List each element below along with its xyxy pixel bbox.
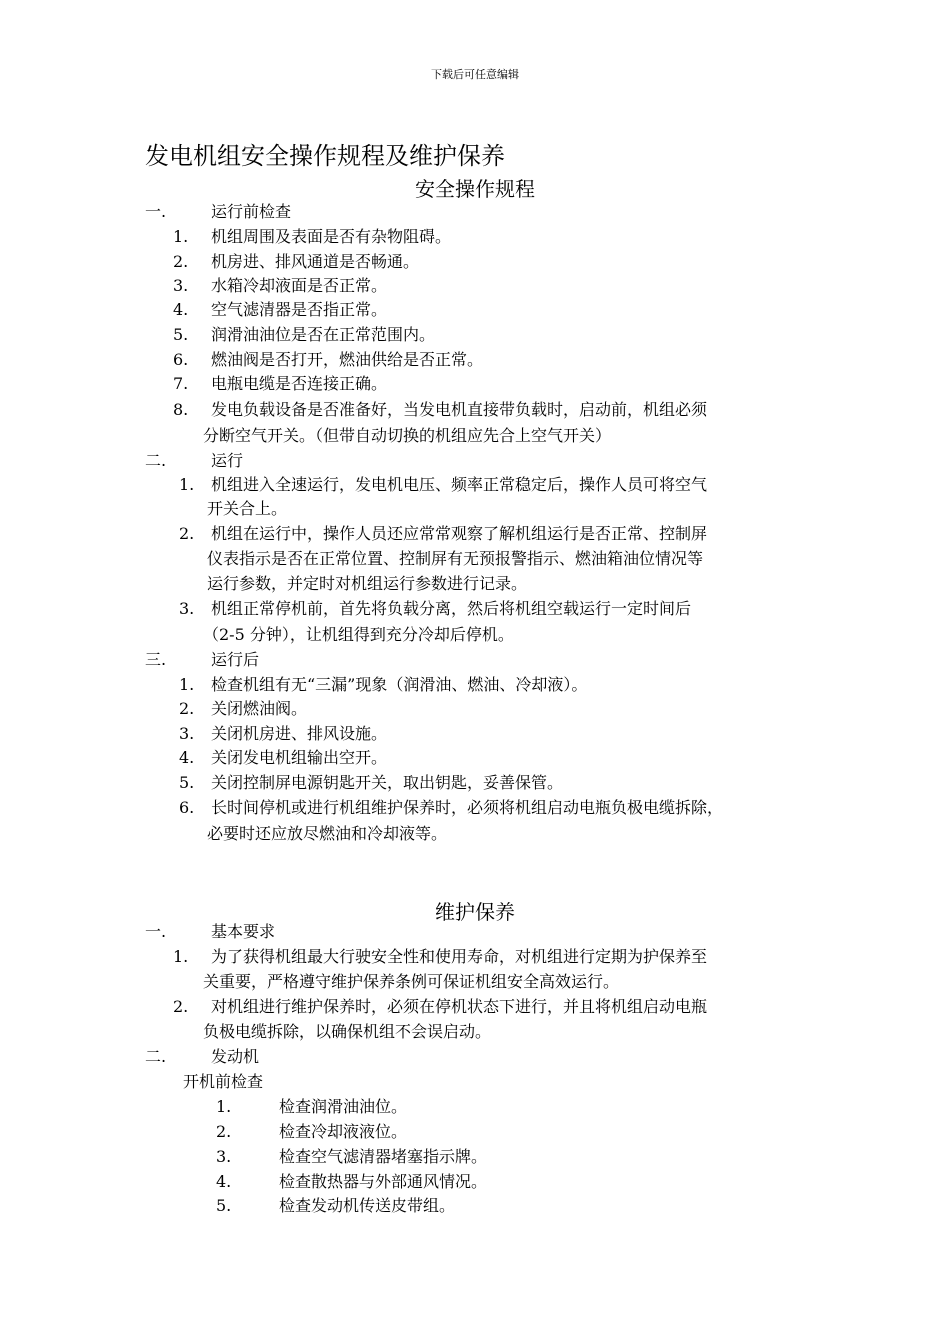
item-text: 水箱冷却液面是否正常。 — [211, 276, 388, 295]
item-continuation: 分断空气开关。（但带自动切换的机组应先合上空气开关） — [203, 426, 612, 445]
item-text: 检查润滑油油位。 — [279, 1097, 408, 1116]
item-number: 1. — [173, 227, 189, 246]
item-text: 长时间停机或进行机组维护保养时，必须将机组启动电瓶负极电缆拆除， — [211, 798, 724, 817]
item-number: 7. — [173, 374, 189, 393]
document-title: 发电机组安全操作规程及维护保养 — [145, 142, 505, 170]
item-text: 检查散热器与外部通风情况。 — [279, 1172, 488, 1191]
part-number: 一. — [145, 922, 167, 941]
item-continuation: 负极电缆拆除，以确保机组不会误启动。 — [203, 1022, 492, 1041]
item-number: 5. — [179, 773, 195, 792]
part-title: 发动机 — [211, 1047, 260, 1066]
item-continuation: （2-5 分钟），让机组得到充分冷却后停机。 — [203, 625, 514, 644]
item-continuation: 运行参数，并定时对机组运行参数进行记录。 — [207, 574, 528, 593]
part-number: 三. — [145, 650, 167, 669]
part-number: 二. — [145, 1047, 167, 1066]
part-title: 运行前检查 — [211, 202, 292, 221]
item-continuation: 关重要，严格遵守维护保养条例可保证机组安全高效运行。 — [203, 972, 620, 991]
item-text: 机房进、排风通道是否畅通。 — [211, 252, 420, 271]
subsection-title: 开机前检查 — [183, 1072, 264, 1091]
item-text: 润滑油油位是否在正常范围内。 — [211, 325, 436, 344]
item-number: 2. — [179, 699, 195, 718]
item-text: 关闭机房进、排风设施。 — [211, 724, 388, 743]
item-text: 空气滤清器是否指正常。 — [211, 300, 388, 319]
item-number: 4. — [216, 1172, 232, 1191]
item-text: 检查冷却液液位。 — [279, 1122, 408, 1141]
item-number: 6. — [173, 350, 189, 369]
item-text: 检查发动机传送皮带组。 — [279, 1196, 456, 1215]
item-text: 检查空气滤清器堵塞指示牌。 — [279, 1147, 488, 1166]
item-text: 关闭发电机组输出空开。 — [211, 748, 388, 767]
item-number: 4. — [173, 300, 189, 319]
item-text: 机组周围及表面是否有杂物阻碍。 — [211, 227, 452, 246]
item-number: 2. — [173, 997, 189, 1016]
item-number: 4. — [179, 748, 195, 767]
item-number: 3. — [216, 1147, 232, 1166]
item-number: 6. — [179, 798, 195, 817]
item-text: 关闭控制屏电源钥匙开关，取出钥匙，妥善保管。 — [211, 773, 564, 792]
item-text: 机组在运行中，操作人员还应常常观察了解机组运行是否正常、控制屏 — [211, 524, 708, 543]
item-continuation: 仪表指示是否在正常位置、控制屏有无预报警指示、燃油箱油位情况等 — [207, 549, 704, 568]
part-title: 基本要求 — [211, 922, 276, 941]
item-text: 电瓶电缆是否连接正确。 — [211, 374, 388, 393]
item-number: 2. — [173, 252, 189, 271]
item-number: 1. — [216, 1097, 232, 1116]
item-number: 1. — [179, 675, 195, 694]
item-number: 5. — [216, 1196, 232, 1215]
item-text: 检查机组有无“三漏”现象（润滑油、燃油、冷却液）。 — [211, 675, 588, 694]
item-number: 2. — [216, 1122, 232, 1141]
item-text: 对机组进行维护保养时，必须在停机状态下进行，并且将机组启动电瓶 — [211, 997, 708, 1016]
item-number: 3. — [179, 724, 195, 743]
item-text: 关闭燃油阀。 — [211, 699, 308, 718]
item-number: 3. — [179, 599, 195, 618]
item-text: 燃油阀是否打开，燃油供给是否正常。 — [211, 350, 484, 369]
page-header: 下载后可任意编辑 — [431, 68, 519, 81]
item-text: 机组正常停机前，首先将负载分离，然后将机组空载运行一定时间后 — [211, 599, 692, 618]
part-number: 一. — [145, 202, 167, 221]
item-text: 为了获得机组最大行驶安全性和使用寿命，对机组进行定期为护保养至 — [211, 947, 708, 966]
item-text: 机组进入全速运行，发电机电压、频率正常稳定后，操作人员可将空气 — [211, 475, 708, 494]
item-number: 1. — [173, 947, 189, 966]
part-title: 运行后 — [211, 650, 260, 669]
part-number: 二. — [145, 451, 167, 470]
item-number: 8. — [173, 400, 189, 419]
item-continuation: 开关合上。 — [207, 499, 288, 518]
part-title: 运行 — [211, 451, 244, 470]
section-heading-maintenance: 维护保养 — [435, 900, 515, 924]
item-continuation: 必要时还应放尽燃油和冷却液等。 — [207, 824, 448, 843]
item-number: 5. — [173, 325, 189, 344]
item-number: 1. — [179, 475, 195, 494]
item-number: 3. — [173, 276, 189, 295]
section-heading-safety: 安全操作规程 — [415, 177, 535, 201]
item-text: 发电负载设备是否准备好，当发电机直接带负载时，启动前，机组必须 — [211, 400, 708, 419]
item-number: 2. — [179, 524, 195, 543]
